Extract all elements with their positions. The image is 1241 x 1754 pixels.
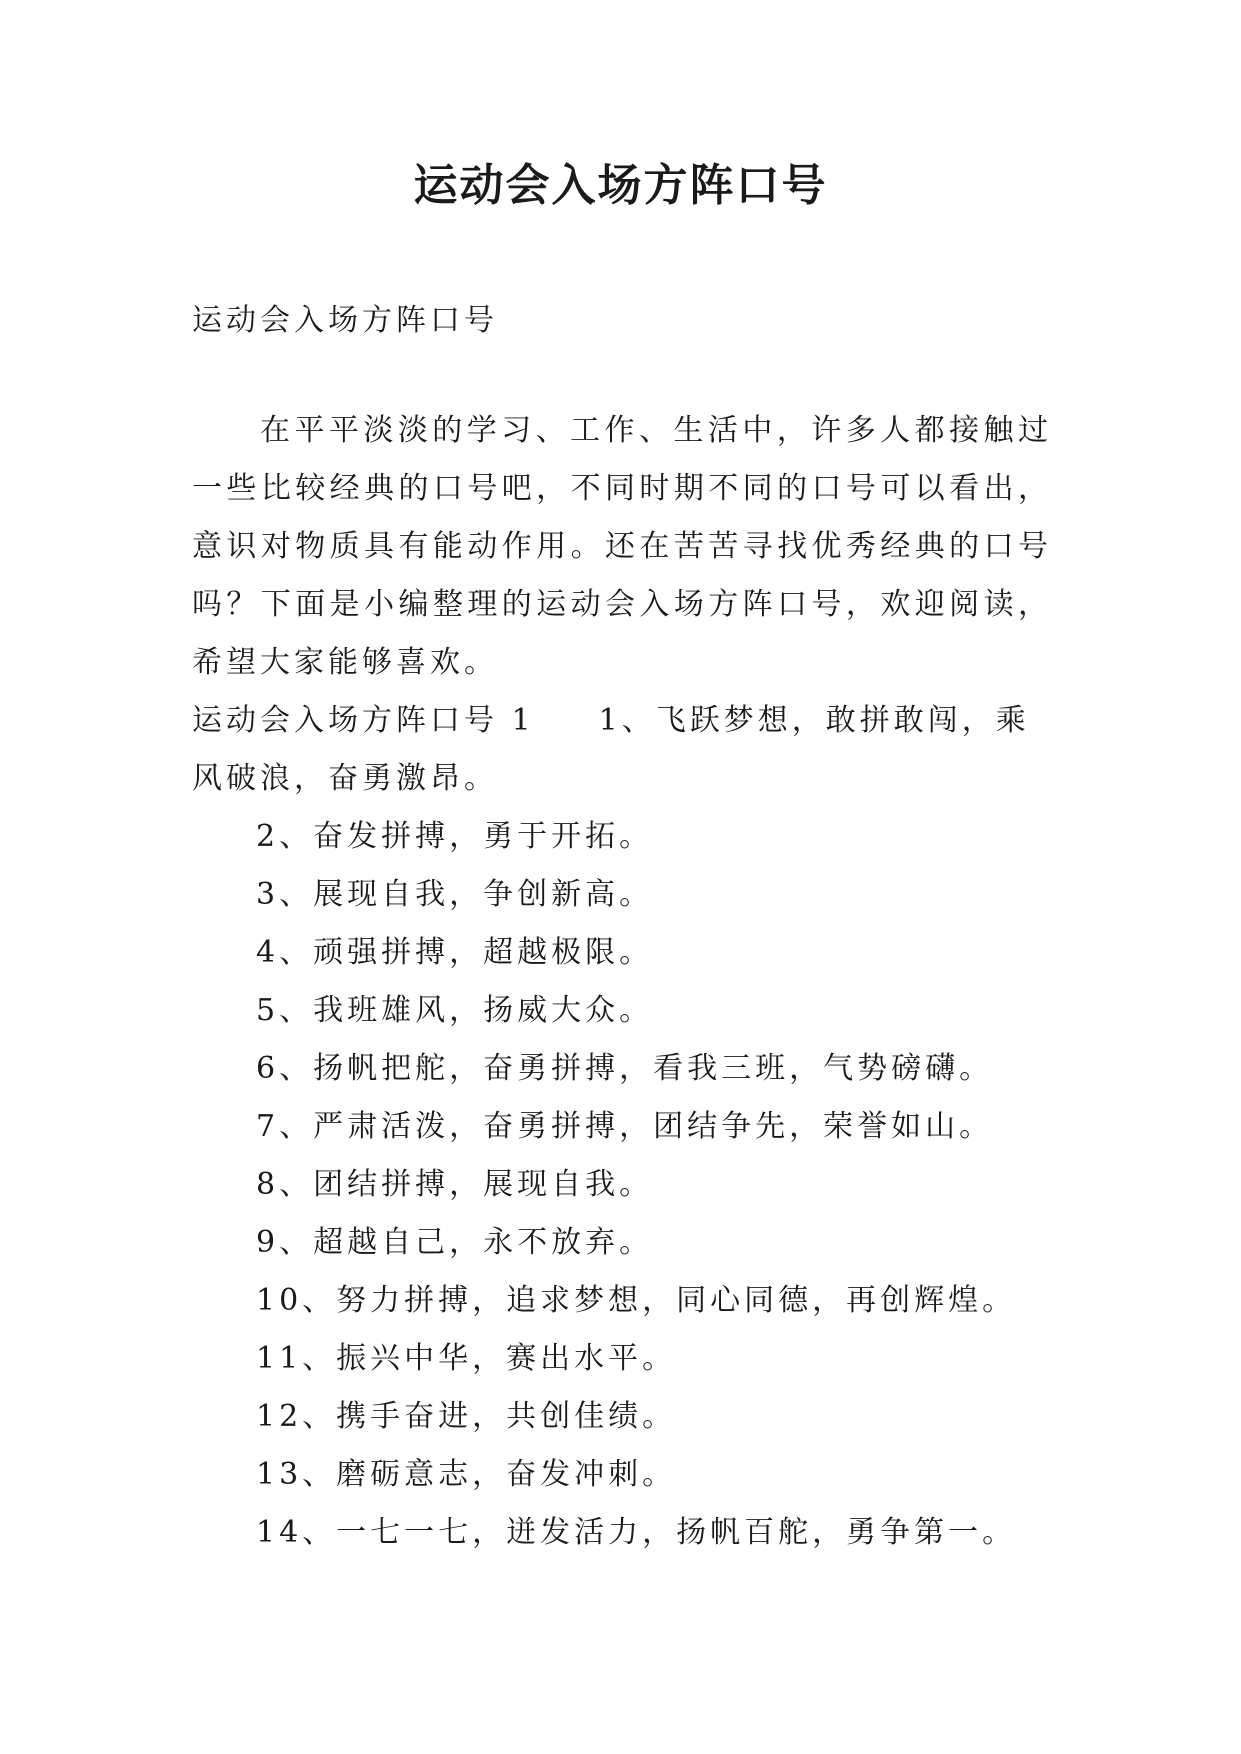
intro-paragraph: 在平平淡淡的学习、工作、生活中，许多人都接触过一些比较经典的口号吧，不同时期不同的口号可以看出，意识对物质具有能动作用。还在苦苦寻找优秀经典的口号吗？下面是小编整理的运动会入场方阵口号，欢迎阅读，希望大家能够喜欢。 [192, 413, 1052, 680]
section-first-line [192, 692, 1052, 808]
slogan-item: 3、展现自我，争创新高。 [256, 877, 654, 912]
document-title: 运动会入场方阵口号 [413, 160, 828, 211]
document-subtitle: 运动会入场方阵口号 [192, 303, 498, 338]
slogan-item: 13、磨砺意志，奋发冲刺。 [256, 1457, 677, 1492]
slogan-list [192, 808, 1052, 1562]
slogan-item: 6、扬帆把舵，奋勇拼搏，看我三班，气势磅礴。 [256, 1051, 994, 1086]
slogan-item: 11、振兴中华，赛出水平。 [256, 1341, 677, 1376]
slogan-item: 8、团结拼搏，展现自我。 [256, 1167, 654, 1202]
document-body [192, 292, 1052, 1562]
slogan-item: 10、努力拼搏，追求梦想，同心同德，再创辉煌。 [256, 1283, 1017, 1318]
slogan-item: 4、顽强拼搏，超越极限。 [256, 935, 654, 970]
slogan-item-1: 1、飞跃梦想，敢拼敢闯，乘风破浪，奋勇激昂。 [192, 703, 1030, 796]
slogan-item: 14、一七一七，迸发活力，扬帆百舵，勇争第一。 [256, 1515, 1017, 1550]
slogan-item: 2、奋发拼搏，勇于开拓。 [256, 819, 654, 854]
slogan-item: 12、携手奋进，共创佳绩。 [256, 1399, 677, 1434]
section-heading: 运动会入场方阵口号 1 [192, 703, 535, 738]
slogan-item: 7、严肃活泼，奋勇拼搏，团结争先，荣誉如山。 [256, 1109, 994, 1144]
slogan-item: 9、超越自己，永不放弃。 [256, 1225, 654, 1260]
slogan-item: 5、我班雄风，扬威大众。 [256, 993, 654, 1028]
